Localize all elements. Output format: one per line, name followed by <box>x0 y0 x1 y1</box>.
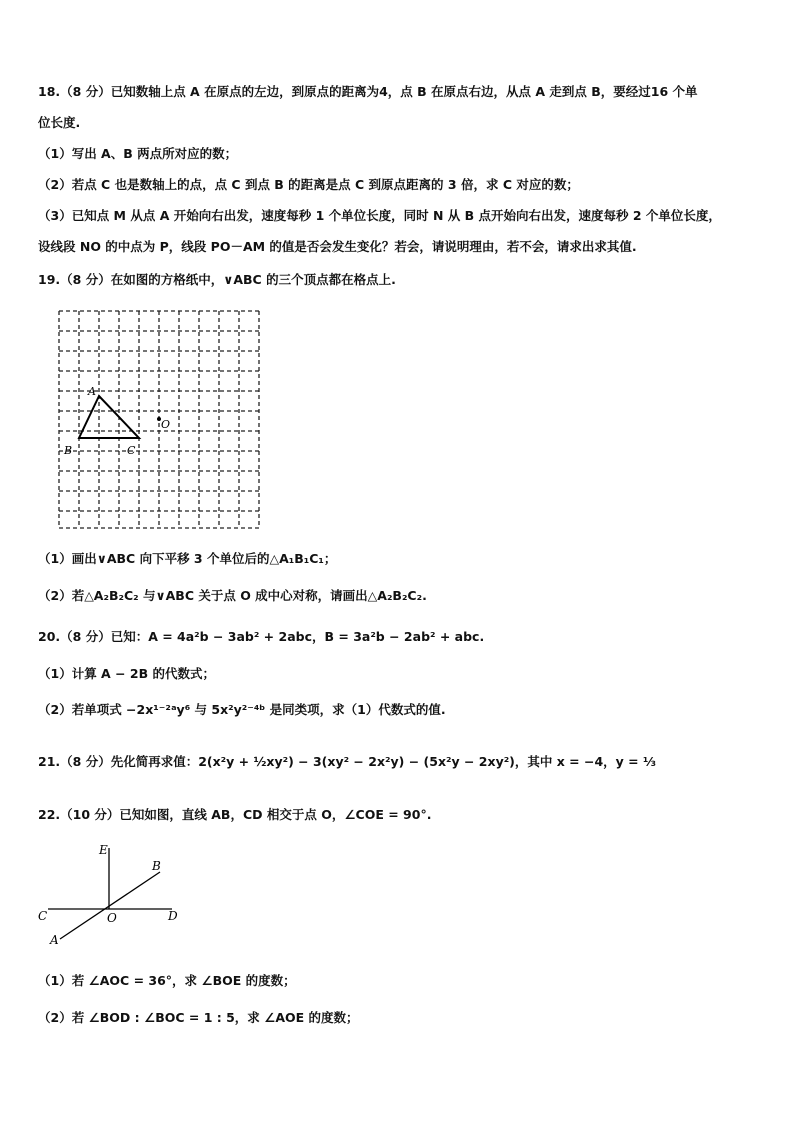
label-a: A <box>88 385 96 398</box>
q18-part3-line2: 设线段 NO 的中点为 P，线段 PO－AM 的值是否会发生变化？若会，请说明理由，若不会，请求出求其值. <box>38 239 637 254</box>
q18-part3-line1: （3）已知点 M 从点 A 开始向右出发，速度每秒 1 个单位长度，同时 N 从 B 点开始向右出发，速度每秒 2 个单位长度， <box>38 208 721 223</box>
label-o2: O <box>107 911 117 925</box>
q21-stem: 21.（8 分）先化简再求值：2(x²y + ½xy²) − 3(xy² − 2x²y) − (5x²y − 2xy²)，其中 x = −4，y = ⅓ <box>38 754 656 769</box>
q19-stem: 19.（8 分）在如图的方格纸中，∨ABC 的三个顶点都在格点上. <box>38 272 396 287</box>
q19-grid-figure <box>52 303 272 535</box>
q20-part2: （2）若单项式 −2x¹⁻²ᵃy⁶ 与 5x²y²⁻⁴ᵇ 是同类项，求（1）代数式的值. <box>38 702 446 717</box>
q20-part1: （1）计算 A − 2B 的代数式； <box>38 666 215 681</box>
label-a2: A <box>50 933 59 947</box>
q19-part2: （2）若△A₂B₂C₂ 与∨ABC 关于点 O 成中心对称，请画出△A₂B₂C₂. <box>38 588 427 603</box>
label-c2: C <box>38 909 48 923</box>
line-ab <box>60 872 160 939</box>
q18-part2: （2）若点 C 也是数轴上的点，点 C 到点 B 的距离是点 C 到原点距离的 3 倍，求 C 对应的数； <box>38 177 579 192</box>
q20-stem: 20.（8 分）已知：A = 4a²b − 3ab² + 2abc，B = 3a²b − 2ab² + abc. <box>38 629 485 644</box>
q19-part1: （1）画出∨ABC 向下平移 3 个单位后的△A₁B₁C₁； <box>38 551 337 566</box>
q18-part1: （1）写出 A、B 两点所对应的数； <box>38 146 238 161</box>
label-d2: D <box>168 909 178 923</box>
q22-part2: （2）若 ∠BOD : ∠BOC = 1 : 5，求 ∠AOE 的度数； <box>38 1010 359 1025</box>
q22-stem: 22.（10 分）已知如图，直线 AB，CD 相交于点 O，∠COE = 90°. <box>38 807 432 822</box>
q22-part1: （1）若 ∠AOC = 36°，求 ∠BOE 的度数； <box>38 973 296 988</box>
label-c: C <box>127 444 136 457</box>
label-b: B <box>64 444 73 457</box>
q18-stem-line2: 位长度. <box>38 115 81 130</box>
label-o: O <box>161 418 171 431</box>
label-e: E <box>99 843 108 857</box>
q22-lines-figure <box>30 838 190 950</box>
q18-stem-line1: 18.（8 分）已知数轴上点 A 在原点的左边，到原点的距离为4，点 B 在原点右边，从点 A 走到点 B，要经过16 个单 <box>38 84 698 99</box>
triangle-abc <box>79 396 139 438</box>
label-b2: B <box>152 859 161 873</box>
